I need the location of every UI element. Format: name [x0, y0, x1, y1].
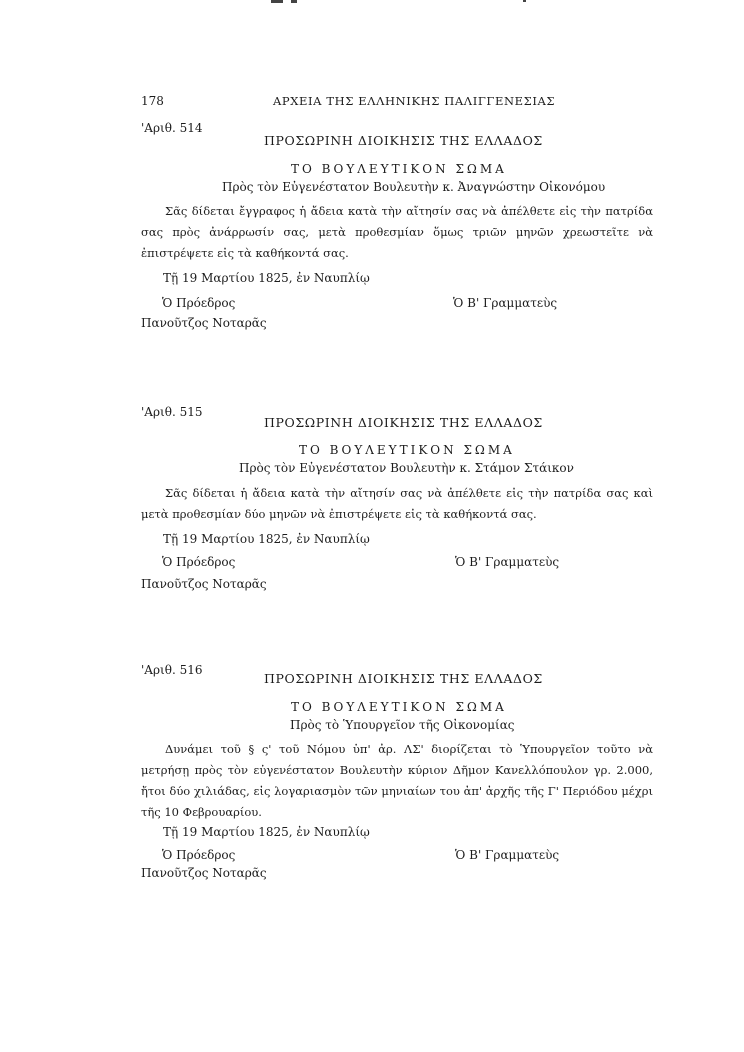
secretary-title: Ὁ Β' Γραμματεὺς: [455, 555, 560, 569]
document-date: Τῇ 19 Μαρτίου 1825, ἐν Ναυπλίῳ: [163, 825, 370, 839]
president-name: Πανοῦτζος Νοταρᾶς: [141, 316, 267, 330]
secretary-title: Ὁ Β' Γραμματεὺς: [455, 848, 560, 862]
running-title: ΑΡΧΕΙΑ ΤΗΣ ΕΛΛΗΝΙΚΗΣ ΠΑΛΙΓΓΕΝΕΣΙΑΣ: [273, 94, 556, 108]
document-date: Τῇ 19 Μαρτίου 1825, ἐν Ναυπλίῳ: [163, 271, 370, 285]
document-number: 'Αριθ. 514: [141, 121, 203, 135]
scan-artifact: [291, 0, 297, 3]
recipient-line: Πρὸς τὸν Εὐγενέστατον Βουλευτὴν κ. Στάμον Στάικον: [239, 461, 574, 475]
president-title: Ὁ Πρόεδρος: [162, 848, 236, 862]
issuing-body: ΤΟ ΒΟΥΛΕΥΤΙΚΟΝ ΣΩΜΑ: [291, 700, 507, 714]
recipient-line: Πρὸς τὸ Ὑπουργεῖον τῆς Οἰκονομίας: [290, 718, 515, 732]
page-number: 178: [141, 94, 164, 108]
document-text: Σᾶς δίδεται ἔγγραφος ἡ ἄδεια κατὰ τὴν αἴτησίν σας νὰ ἀπέλθετε εἰς τὴν πατρίδα σας πρὸς ἀνάρρωσίν σας, μετὰ προθεσμίαν ὅμως τριῶν μηνῶν χρεωστεῖτε νὰ ἐπιστρέψετε εἰς τὰ καθήκοντά σας.: [141, 204, 653, 260]
issuing-body: ΤΟ ΒΟΥΛΕΥΤΙΚΟΝ ΣΩΜΑ: [299, 443, 515, 457]
government-heading: ΠΡΟΣΩΡΙΝΗ ΔΙΟΙΚΗΣΙΣ ΤΗΣ ΕΛΛΑΔΟΣ: [264, 671, 543, 686]
document-number: 'Αριθ. 515: [141, 405, 203, 419]
president-title: Ὁ Πρόεδρος: [162, 555, 236, 569]
recipient-line: Πρὸς τὸν Εὐγενέστατον Βουλευτὴν κ. Ἀναγνώστην Οἰκονόμου: [222, 180, 606, 194]
secretary-title: Ὁ Β' Γραμματεὺς: [453, 296, 558, 310]
document-text: Δυνάμει τοῦ § ς' τοῦ Νόμου ὑπ' ἀρ. ΛΣ' διορίζεται τὸ Ὑπουργεῖον τοῦτο νὰ μετρήσῃ πρὸς τὸν εὐγενέστατον Βουλευτὴν κύριον Δῆμον Κανελλόπουλον γρ. 2.000, ἤτοι δύο χιλιάδας, εἰς λογαριασμὸν τῶν μηνιαίων του ἀπ' ἀρχῆς τῆς Γ' Περιόδου μέχρι τῆς 10 Φεβρουαρίου.: [141, 742, 653, 819]
president-title: Ὁ Πρόεδρος: [162, 296, 236, 310]
president-name: Πανοῦτζος Νοταρᾶς: [141, 577, 267, 591]
government-heading: ΠΡΟΣΩΡΙΝΗ ΔΙΟΙΚΗΣΙΣ ΤΗΣ ΕΛΛΑΔΟΣ: [264, 415, 543, 430]
government-heading: ΠΡΟΣΩΡΙΝΗ ΔΙΟΙΚΗΣΙΣ ΤΗΣ ΕΛΛΑΔΟΣ: [264, 133, 543, 148]
document-text: Σᾶς δίδεται ἡ ἄδεια κατὰ τὴν αἴτησίν σας νὰ ἀπέλθετε εἰς τὴν πατρίδα σας καὶ μετὰ προθεσμίαν δύο μηνῶν νὰ ἐπιστρέψετε εἰς τὰ καθήκοντά σας.: [141, 486, 653, 521]
scan-artifact: [523, 0, 526, 2]
president-name: Πανοῦτζος Νοταρᾶς: [141, 866, 267, 880]
scan-artifact: [271, 0, 283, 3]
issuing-body: ΤΟ ΒΟΥΛΕΥΤΙΚΟΝ ΣΩΜΑ: [291, 162, 507, 176]
document-number: 'Αριθ. 516: [141, 663, 203, 677]
document-date: Τῇ 19 Μαρτίου 1825, ἐν Ναυπλίῳ: [163, 532, 370, 546]
